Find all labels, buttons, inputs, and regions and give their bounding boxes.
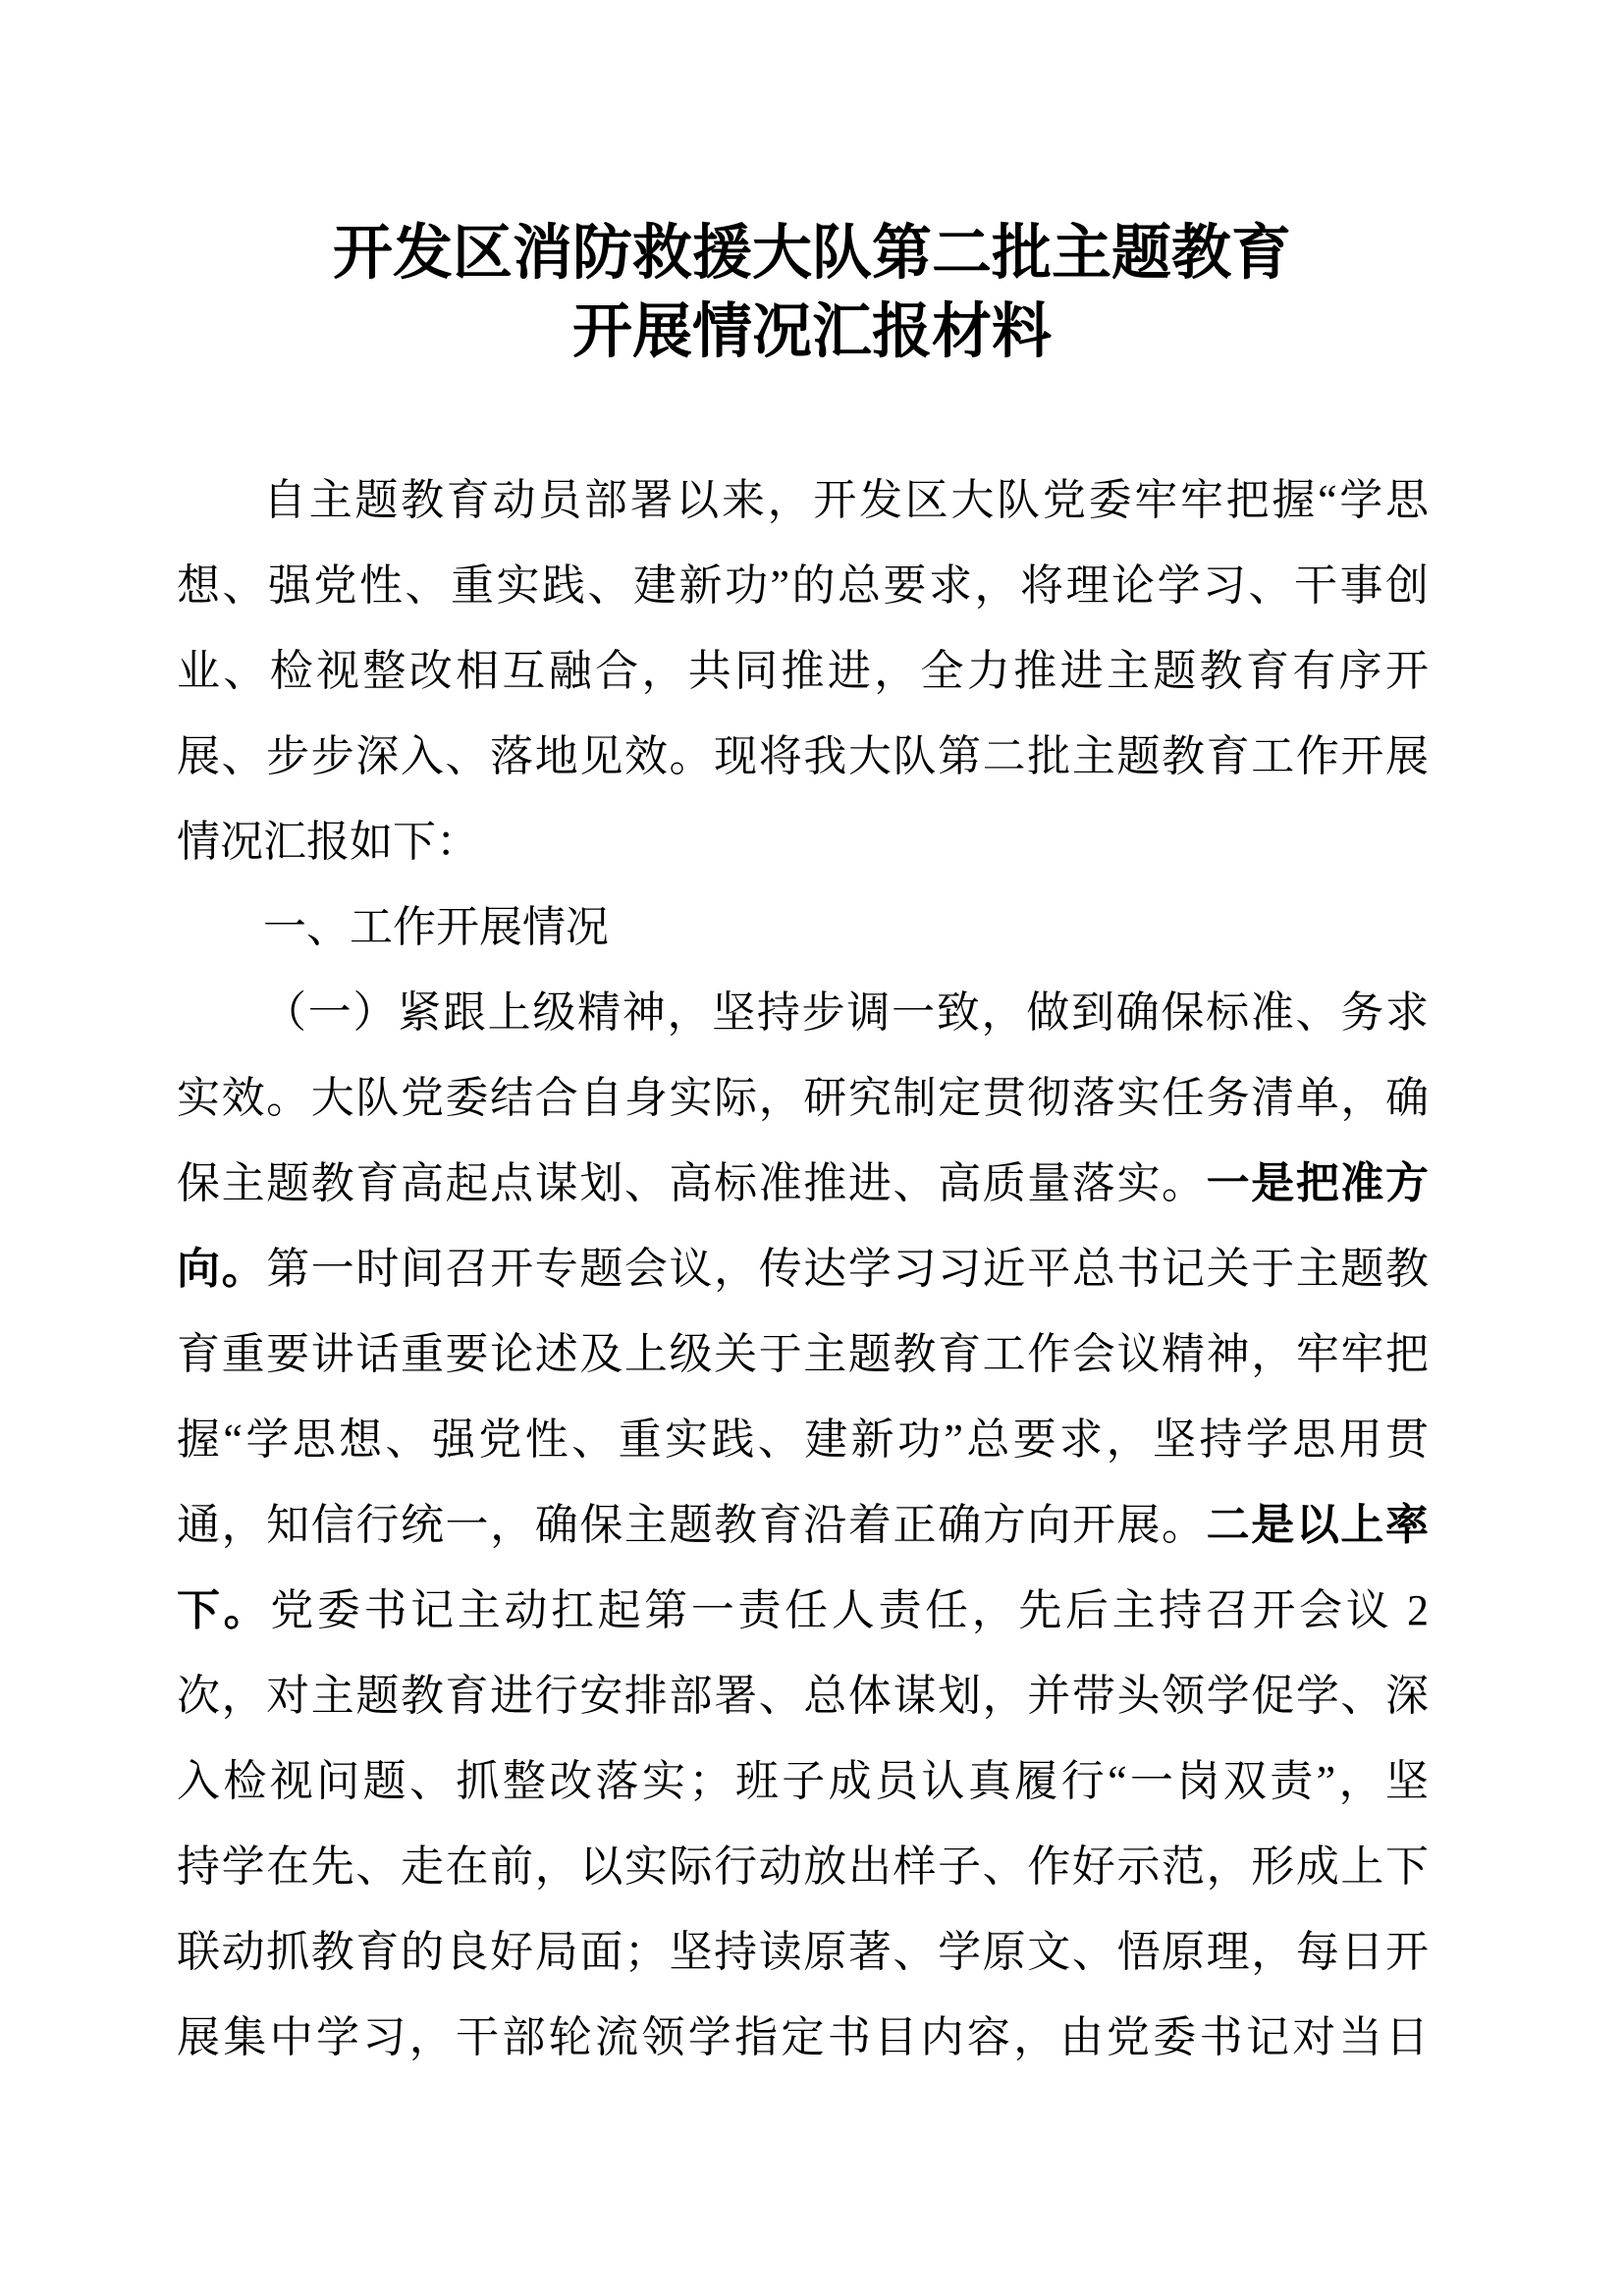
- body-line: [177, 1226, 1429, 1311]
- body-line: [177, 799, 1429, 884]
- body-line: [177, 1055, 1429, 1141]
- body-line: [177, 714, 1429, 799]
- body-line: [177, 457, 1429, 543]
- bold-text-run: 向。: [177, 1245, 267, 1293]
- body-line: [177, 1311, 1429, 1397]
- text-run: 业、检视整改相互融合，共同推进，全力推进主题教育有序开: [177, 647, 1429, 695]
- bold-text-run: 二是以上率: [1206, 1501, 1430, 1549]
- body-line: [177, 543, 1429, 628]
- text-run: 联动抓教育的良好局面；坚持读原著、学原文、悟原理，每日开: [177, 1928, 1429, 1976]
- body-line: [177, 884, 1429, 970]
- body-line: [177, 1653, 1429, 1738]
- body-line: [177, 1482, 1429, 1568]
- text-run: 党委书记主动扛起第一责任人责任，先后主持召开会议 2: [270, 1586, 1430, 1634]
- document-title: [0, 215, 1624, 372]
- body-line: [177, 1568, 1429, 1653]
- document-body: [177, 457, 1429, 2080]
- body-line: [177, 970, 1429, 1055]
- body-line: [177, 628, 1429, 714]
- bold-text-run: 一是把准方: [1206, 1159, 1430, 1207]
- text-run: 入检视问题、抓整改落实；班子成员认真履行“一岗双责”，坚: [177, 1757, 1429, 1805]
- text-run: 握“学思想、强党性、重实践、建新功”总要求，坚持学思用贯: [177, 1415, 1429, 1464]
- text-run: 持学在先、走在前，以实际行动放出样子、作好示范，形成上下: [177, 1842, 1429, 1891]
- text-run: 展集中学习，干部轮流领学指定书目内容，由党委书记对当日: [177, 2013, 1429, 2061]
- body-line: [177, 1397, 1429, 1482]
- text-run: 自主题教育动员部署以来，开发区大队党委牢牢把握“学思: [263, 476, 1429, 524]
- title-line-2: 开展情况汇报材料: [571, 299, 1052, 365]
- text-run: 展、步步深入、落地见效。现将我大队第二批主题教育工作开展: [177, 732, 1429, 780]
- body-line: [177, 1995, 1429, 2080]
- text-run: 次，对主题教育进行安排部署、总体谋划，并带头领学促学、深: [177, 1672, 1429, 1720]
- bold-text-run: 下。: [177, 1586, 271, 1634]
- text-run: 通，知信行统一，确保主题教育沿着正确方向开展。: [177, 1501, 1207, 1549]
- text-run: 想、强党性、重实践、建新功”的总要求，将理论学习、干事创: [177, 561, 1429, 610]
- body-line: [177, 1824, 1429, 1909]
- text-run: 实效。大队党委结合自身实际，研究制定贯彻落实任务清单，确: [177, 1074, 1429, 1122]
- text-run: 保主题教育高起点谋划、高标准推进、高质量落实。: [177, 1159, 1207, 1207]
- body-line: [177, 1909, 1429, 1995]
- text-run: 第一时间召开专题会议，传达学习习近平总书记关于主题教: [266, 1245, 1429, 1293]
- text-run: 情况汇报如下：: [177, 818, 479, 866]
- title-line-1: 开发区消防救援大队第二批主题教育: [332, 221, 1291, 287]
- body-line: [177, 1141, 1429, 1226]
- text-run: 一、工作开展情况: [263, 903, 609, 951]
- body-line: [177, 1738, 1429, 1824]
- text-run: （一）紧跟上级精神，坚持步调一致，做到确保标准、务求: [263, 988, 1429, 1037]
- text-run: 育重要讲话重要论述及上级关于主题教育工作会议精神，牢牢把: [177, 1330, 1429, 1378]
